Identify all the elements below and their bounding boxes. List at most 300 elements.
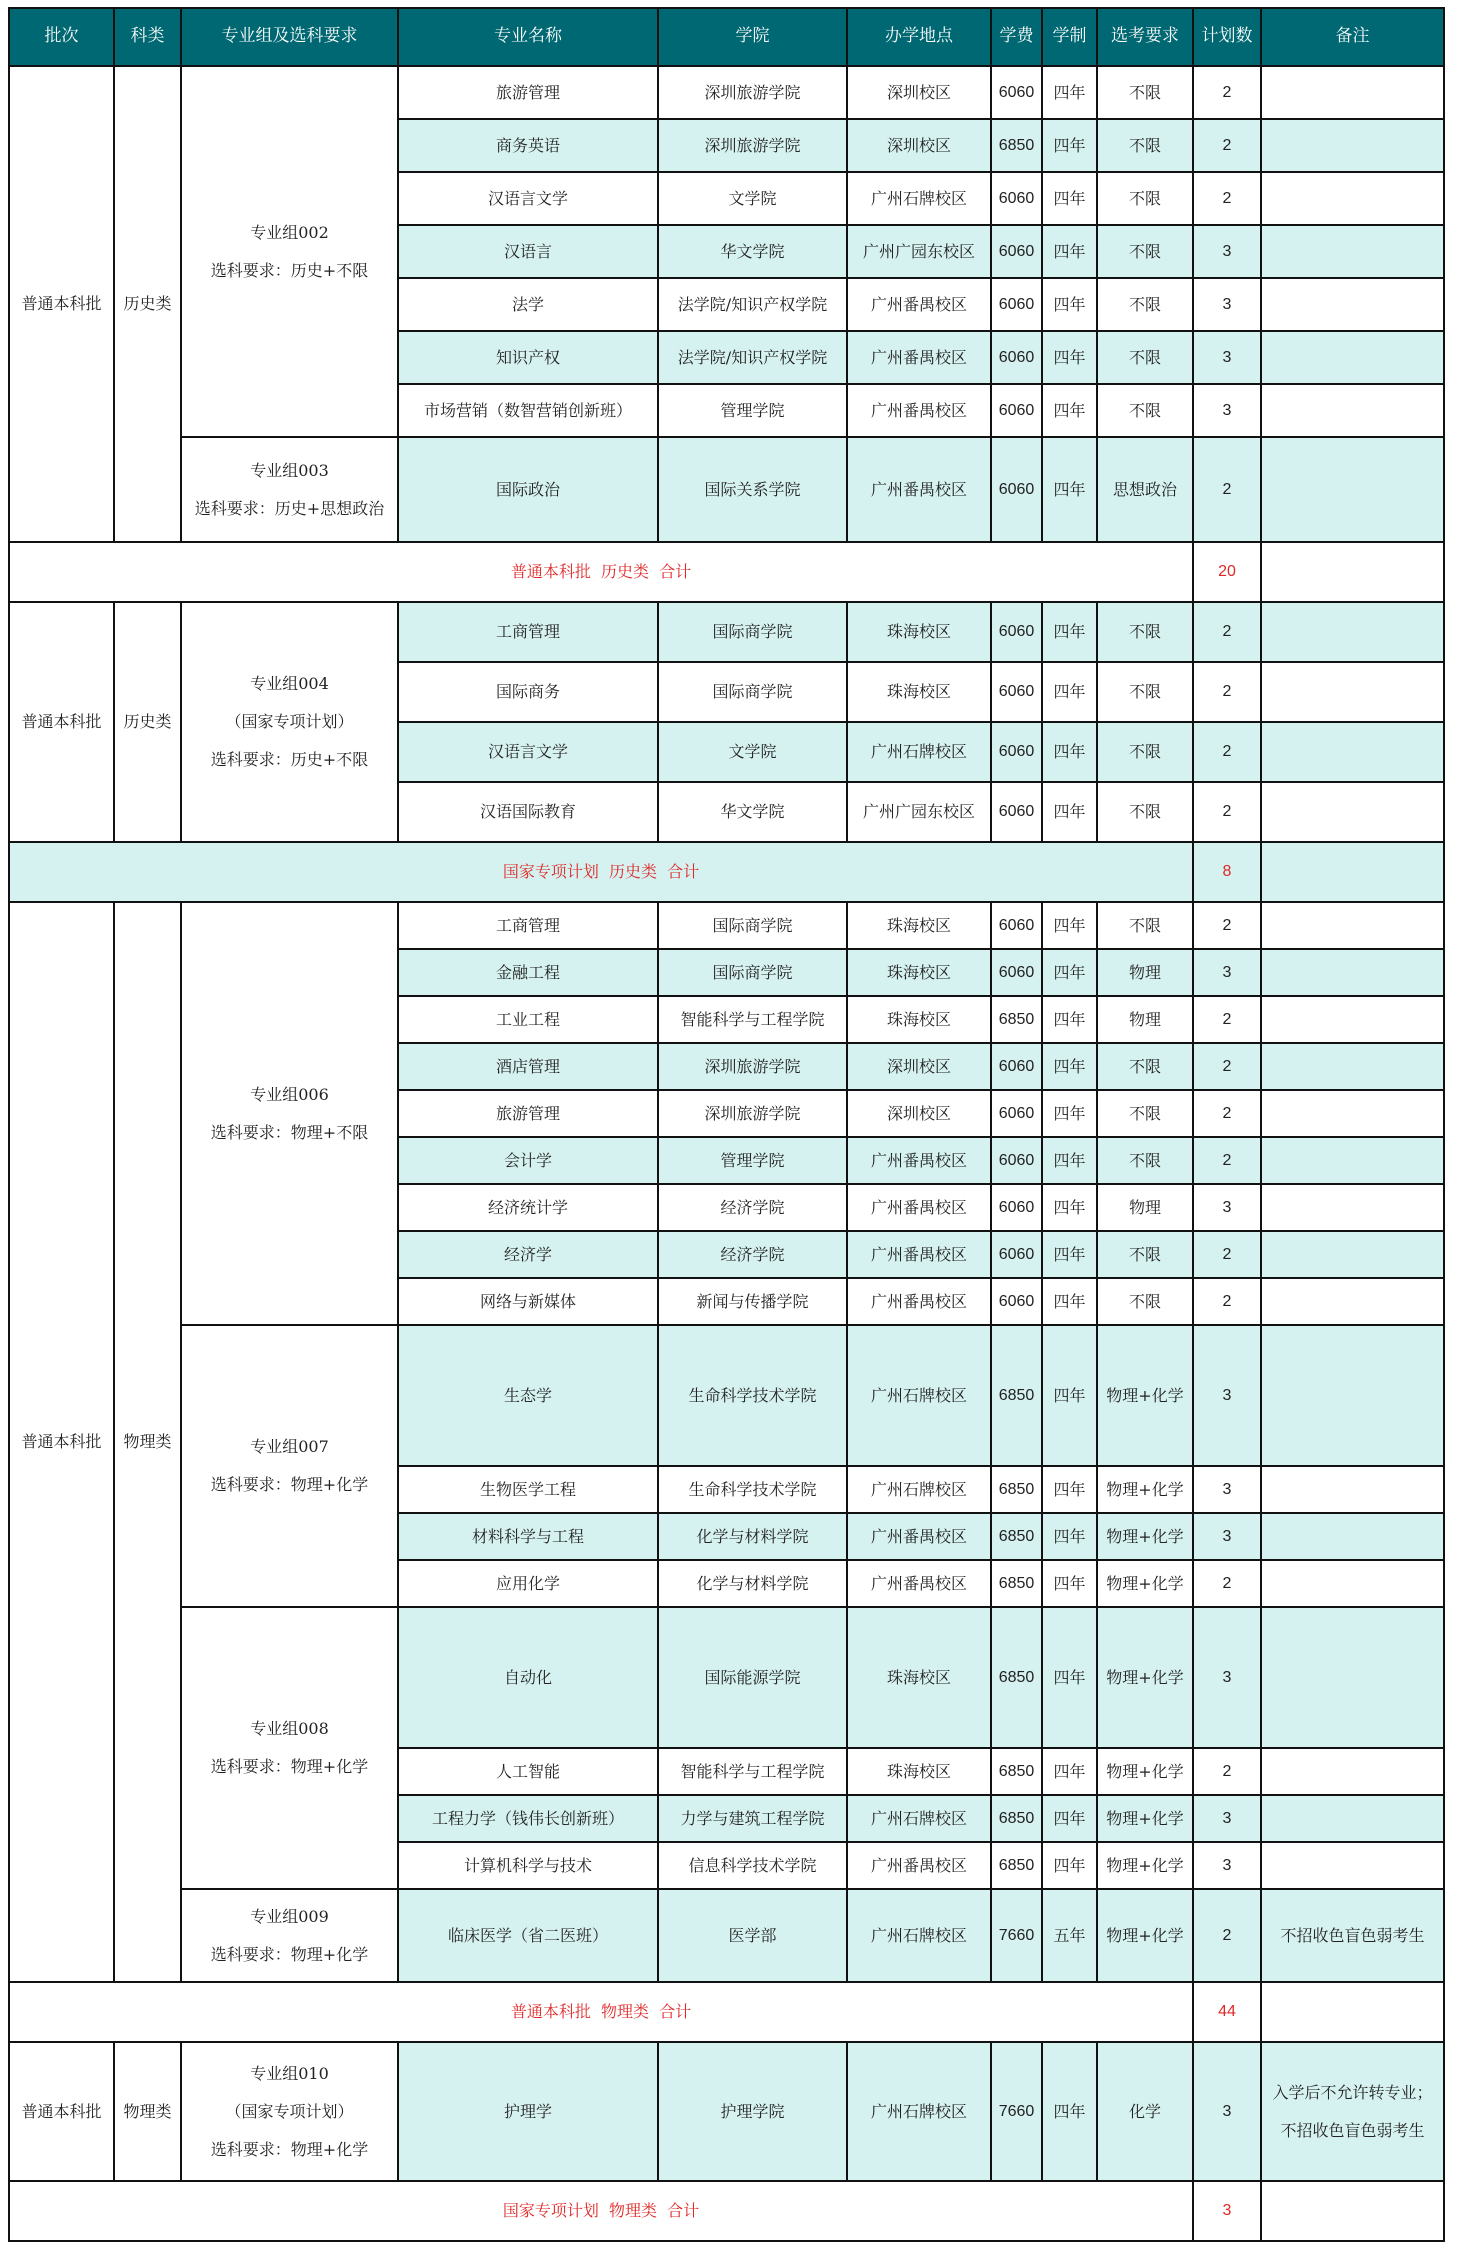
table-row [9,902,1444,949]
group-line: 选科要求：历史+不限 [210,750,369,769]
years-cell: 四年 [1042,1607,1097,1748]
years-cell: 四年 [1042,782,1097,842]
plan-count-cell: 2 [1193,1278,1261,1325]
requirement-cell: 不限 [1097,384,1193,437]
college-cell: 医学部 [658,1889,847,1982]
plan-count-cell: 2 [1193,662,1261,722]
fee-cell: 6060 [991,1137,1042,1184]
subtotal-value: 8 [1193,842,1261,902]
group-cell [181,2042,398,2181]
note-cell [1261,1231,1444,1278]
batch-cell: 普通本科批 [9,902,114,1982]
subtotal-note [1261,1982,1444,2042]
fee-cell: 6850 [991,1560,1042,1607]
note-cell [1261,782,1444,842]
major-cell: 汉语言 [398,225,658,278]
years-cell: 四年 [1042,1231,1097,1278]
fee-cell: 6060 [991,1090,1042,1137]
plan-count-cell: 2 [1193,66,1261,119]
group-cell [181,1325,398,1607]
years-cell: 四年 [1042,1184,1097,1231]
plan-count-cell: 2 [1193,722,1261,782]
plan-count-cell: 3 [1193,2042,1261,2181]
years-cell: 四年 [1042,1325,1097,1466]
plan-count-cell: 3 [1193,949,1261,996]
subtotal-row [9,2181,1444,2241]
major-cell: 应用化学 [398,1560,658,1607]
table-row [9,66,1444,119]
header-plan: 计划数 [1193,8,1261,66]
requirement-cell: 不限 [1097,782,1193,842]
subtotal-note [1261,842,1444,902]
campus-cell: 珠海校区 [847,602,991,662]
plan-count-cell: 3 [1193,331,1261,384]
requirement-cell: 不限 [1097,1090,1193,1137]
years-cell: 四年 [1042,1513,1097,1560]
requirement-cell: 不限 [1097,662,1193,722]
campus-cell: 广州番禺校区 [847,1560,991,1607]
fee-cell: 6060 [991,66,1042,119]
campus-cell: 广州番禺校区 [847,1231,991,1278]
fee-cell: 6060 [991,437,1042,542]
header-campus: 办学地点 [847,8,991,66]
years-cell: 四年 [1042,225,1097,278]
note-cell [1261,119,1444,172]
college-cell: 国际关系学院 [658,437,847,542]
note-cell [1261,1842,1444,1889]
category-cell: 历史类 [114,66,181,542]
note-cell [1261,384,1444,437]
college-cell: 智能科学与工程学院 [658,1748,847,1795]
fee-cell: 6850 [991,119,1042,172]
major-cell: 计算机科学与技术 [398,1842,658,1889]
fee-cell: 6060 [991,782,1042,842]
fee-cell: 6060 [991,602,1042,662]
requirement-cell: 不限 [1097,602,1193,662]
batch-cell: 普通本科批 [9,602,114,842]
table-row [9,1607,1444,1748]
campus-cell: 广州番禺校区 [847,331,991,384]
years-cell: 四年 [1042,662,1097,722]
college-cell: 国际商学院 [658,949,847,996]
years-cell: 四年 [1042,1842,1097,1889]
subtotal-label: 国家专项计划 历史类 合计 [9,842,1193,902]
group-line: 专业组004 [250,674,329,693]
note-cell [1261,1043,1444,1090]
note-line: 不招收色盲色弱考生 [1280,2120,1425,2140]
campus-cell: 深圳校区 [847,1090,991,1137]
campus-cell: 广州石牌校区 [847,1889,991,1982]
major-cell: 法学 [398,278,658,331]
major-cell: 护理学 [398,2042,658,2181]
group-line: 选科要求：物理+化学 [210,1475,369,1494]
group-line: 选科要求：物理+不限 [210,1122,369,1142]
major-cell: 汉语言文学 [398,172,658,225]
subtotal-label: 普通本科批 物理类 合计 [9,1982,1193,2042]
requirement-cell: 不限 [1097,1278,1193,1325]
major-cell: 汉语言文学 [398,722,658,782]
subtotal-note [1261,542,1444,602]
fee-cell: 6060 [991,1184,1042,1231]
campus-cell: 珠海校区 [847,996,991,1043]
campus-cell: 广州石牌校区 [847,722,991,782]
campus-cell: 珠海校区 [847,1748,991,1795]
fee-cell: 6850 [991,1513,1042,1560]
table-body [9,66,1444,2241]
plan-count-cell: 2 [1193,1748,1261,1795]
note-cell [1261,902,1444,949]
major-cell: 会计学 [398,1137,658,1184]
college-cell: 华文学院 [658,225,847,278]
plan-count-cell: 2 [1193,1889,1261,1982]
fee-cell: 6060 [991,1278,1042,1325]
subtotal-value: 20 [1193,542,1261,602]
requirement-cell: 不限 [1097,172,1193,225]
major-cell: 经济学 [398,1231,658,1278]
years-cell: 四年 [1042,1560,1097,1607]
years-cell: 四年 [1042,278,1097,331]
campus-cell: 广州番禺校区 [847,1184,991,1231]
group-line: 专业组003 [250,460,329,480]
college-cell: 华文学院 [658,782,847,842]
note-cell [1261,1607,1444,1748]
college-cell: 化学与材料学院 [658,1513,847,1560]
college-cell: 管理学院 [658,384,847,437]
note-cell [1261,172,1444,225]
college-cell: 智能科学与工程学院 [658,996,847,1043]
table-row [9,1889,1444,1982]
plan-count-cell: 3 [1193,1513,1261,1560]
major-cell: 材料科学与工程 [398,1513,658,1560]
years-cell: 四年 [1042,437,1097,542]
note-cell [1261,602,1444,662]
plan-count-cell: 2 [1193,902,1261,949]
requirement-cell: 不限 [1097,1137,1193,1184]
note-cell [1261,722,1444,782]
plan-count-cell: 3 [1193,1466,1261,1513]
requirement-cell: 物理+化学 [1097,1560,1193,1607]
note-cell [1261,1560,1444,1607]
table-row [9,602,1444,662]
years-cell: 四年 [1042,172,1097,225]
major-cell: 生物医学工程 [398,1466,658,1513]
subtotal-note [1261,2181,1444,2241]
fee-cell: 6060 [991,949,1042,996]
fee-cell: 6850 [991,1607,1042,1748]
college-cell: 生命科学技术学院 [658,1466,847,1513]
major-cell: 工程力学（钱伟长创新班） [398,1795,658,1842]
note-line: 入学后不允许转专业； [1272,2082,1433,2102]
group-line: 选科要求：物理+化学 [210,1944,369,1964]
college-cell: 护理学院 [658,2042,847,2181]
years-cell: 四年 [1042,1748,1097,1795]
group-line: 专业组009 [250,1906,329,1926]
campus-cell: 珠海校区 [847,662,991,722]
major-cell: 经济统计学 [398,1184,658,1231]
campus-cell: 珠海校区 [847,902,991,949]
years-cell: 四年 [1042,1795,1097,1842]
requirement-cell: 不限 [1097,225,1193,278]
years-cell: 四年 [1042,1090,1097,1137]
group-line: 专业组002 [250,222,329,242]
major-cell: 国际政治 [398,437,658,542]
group-line: 选科要求：物理+化学 [210,2139,369,2159]
requirement-cell: 不限 [1097,902,1193,949]
college-cell: 经济学院 [658,1231,847,1278]
major-cell: 金融工程 [398,949,658,996]
campus-cell: 广州番禺校区 [847,1513,991,1560]
requirement-cell: 物理+化学 [1097,1325,1193,1466]
college-cell: 文学院 [658,722,847,782]
college-cell: 管理学院 [658,1137,847,1184]
plan-count-cell: 3 [1193,1795,1261,1842]
campus-cell: 广州番禺校区 [847,384,991,437]
plan-count-cell: 2 [1193,1560,1261,1607]
fee-cell: 6060 [991,1043,1042,1090]
header-note: 备注 [1261,8,1444,66]
college-cell: 新闻与传播学院 [658,1278,847,1325]
plan-count-cell: 2 [1193,437,1261,542]
college-cell: 信息科学技术学院 [658,1842,847,1889]
note-cell [1261,1137,1444,1184]
major-cell: 国际商务 [398,662,658,722]
college-cell: 国际商学院 [658,902,847,949]
header-college: 学院 [658,8,847,66]
group-cell [181,602,398,842]
note-cell [1261,331,1444,384]
batch-cell: 普通本科批 [9,2042,114,2181]
group-cell [181,902,398,1325]
college-cell: 文学院 [658,172,847,225]
campus-cell: 广州番禺校区 [847,437,991,542]
campus-cell: 广州广园东校区 [847,225,991,278]
campus-cell: 珠海校区 [847,1607,991,1748]
campus-cell: 珠海校区 [847,949,991,996]
years-cell: 四年 [1042,119,1097,172]
years-cell: 四年 [1042,602,1097,662]
header-row [9,8,1444,66]
note-cell [1261,225,1444,278]
group-cell [181,66,398,437]
group-line: 专业组010 [250,2063,329,2083]
fee-cell: 6060 [991,172,1042,225]
major-cell: 旅游管理 [398,66,658,119]
note-cell [1261,1184,1444,1231]
fee-cell: 6060 [991,662,1042,722]
years-cell: 四年 [1042,1466,1097,1513]
fee-cell: 6850 [991,996,1042,1043]
requirement-cell: 物理 [1097,996,1193,1043]
subtotal-label: 普通本科批 历史类 合计 [9,542,1193,602]
table-row [9,1325,1444,1466]
group-cell [181,1889,398,1982]
plan-count-cell: 3 [1193,278,1261,331]
fee-cell: 6850 [991,1466,1042,1513]
group-line: 专业组006 [250,1084,329,1104]
college-cell: 法学院/知识产权学院 [658,278,847,331]
fee-cell: 6060 [991,902,1042,949]
fee-cell: 6850 [991,1325,1042,1466]
years-cell: 四年 [1042,384,1097,437]
major-cell: 人工智能 [398,1748,658,1795]
years-cell: 五年 [1042,1889,1097,1982]
plan-count-cell: 2 [1193,996,1261,1043]
requirement-cell: 思想政治 [1097,437,1193,542]
campus-cell: 深圳校区 [847,66,991,119]
note-cell [1261,2042,1444,2181]
college-cell: 国际商学院 [658,602,847,662]
subtotal-value: 44 [1193,1982,1261,2042]
fee-cell: 6060 [991,225,1042,278]
years-cell: 四年 [1042,331,1097,384]
note-cell [1261,662,1444,722]
subtotal-row [9,542,1444,602]
requirement-cell: 化学 [1097,2042,1193,2181]
subtotal-label: 国家专项计划 物理类 合计 [9,2181,1193,2241]
campus-cell: 深圳校区 [847,119,991,172]
group-line: （国家专项计划） [225,712,354,731]
note-cell [1261,1748,1444,1795]
major-cell: 知识产权 [398,331,658,384]
group-line: 专业组007 [250,1437,329,1456]
plan-count-cell: 3 [1193,1607,1261,1748]
fee-cell: 6850 [991,1748,1042,1795]
requirement-cell: 物理+化学 [1097,1795,1193,1842]
years-cell: 四年 [1042,722,1097,782]
requirement-cell: 不限 [1097,119,1193,172]
plan-count-cell: 3 [1193,1842,1261,1889]
major-cell: 工商管理 [398,902,658,949]
campus-cell: 广州番禺校区 [847,1278,991,1325]
fee-cell: 6060 [991,384,1042,437]
plan-count-cell: 2 [1193,119,1261,172]
requirement-cell: 物理+化学 [1097,1513,1193,1560]
requirement-cell: 物理+化学 [1097,1466,1193,1513]
plan-count-cell: 2 [1193,1231,1261,1278]
campus-cell: 广州石牌校区 [847,1795,991,1842]
campus-cell: 广州石牌校区 [847,2042,991,2181]
years-cell: 四年 [1042,1278,1097,1325]
campus-cell: 广州番禺校区 [847,1842,991,1889]
note-cell [1261,278,1444,331]
college-cell: 国际能源学院 [658,1607,847,1748]
category-cell: 历史类 [114,602,181,842]
years-cell: 四年 [1042,2042,1097,2181]
note-cell [1261,1325,1444,1466]
requirement-cell: 物理+化学 [1097,1842,1193,1889]
group-line: 选科要求：历史+不限 [210,260,369,280]
plan-count-cell: 2 [1193,1043,1261,1090]
note-cell [1261,66,1444,119]
note-cell [1261,1795,1444,1842]
plan-count-cell: 2 [1193,782,1261,842]
requirement-cell: 不限 [1097,278,1193,331]
header-fee: 学费 [991,8,1042,66]
major-cell: 旅游管理 [398,1090,658,1137]
campus-cell: 广州石牌校区 [847,1325,991,1466]
group-line: 专业组008 [250,1719,329,1738]
plan-count-cell: 3 [1193,1325,1261,1466]
note-cell [1261,437,1444,542]
college-cell: 化学与材料学院 [658,1560,847,1607]
major-cell: 工商管理 [398,602,658,662]
header-batch: 批次 [9,8,114,66]
subtotal-value: 3 [1193,2181,1261,2241]
plan-count-cell: 2 [1193,1137,1261,1184]
plan-count-cell: 3 [1193,1184,1261,1231]
requirement-cell: 不限 [1097,331,1193,384]
note-cell [1261,1278,1444,1325]
years-cell: 四年 [1042,1043,1097,1090]
note-cell [1261,1513,1444,1560]
table-row [9,2042,1444,2181]
header-group: 专业组及选科要求 [181,8,398,66]
major-cell: 生态学 [398,1325,658,1466]
plan-count-cell: 3 [1193,384,1261,437]
campus-cell: 广州广园东校区 [847,782,991,842]
table-row [9,437,1444,542]
major-cell: 汉语国际教育 [398,782,658,842]
years-cell: 四年 [1042,1137,1097,1184]
fee-cell: 6060 [991,722,1042,782]
plan-count-cell: 2 [1193,172,1261,225]
college-cell: 国际商学院 [658,662,847,722]
subtotal-row [9,842,1444,902]
admission-plan-table [8,7,1445,2242]
header-requirement: 选考要求 [1097,8,1193,66]
years-cell: 四年 [1042,66,1097,119]
college-cell: 深圳旅游学院 [658,66,847,119]
requirement-cell: 物理+化学 [1097,1748,1193,1795]
college-cell: 深圳旅游学院 [658,1043,847,1090]
note-cell: 不招收色盲色弱考生 [1261,1889,1444,1982]
major-cell: 临床医学（省二医班） [398,1889,658,1982]
requirement-cell: 物理+化学 [1097,1889,1193,1982]
years-cell: 四年 [1042,902,1097,949]
fee-cell: 6850 [991,1842,1042,1889]
plan-count-cell: 2 [1193,602,1261,662]
fee-cell: 6060 [991,331,1042,384]
major-cell: 酒店管理 [398,1043,658,1090]
header-years: 学制 [1042,8,1097,66]
batch-cell: 普通本科批 [9,66,114,542]
category-cell: 物理类 [114,902,181,1982]
college-cell: 力学与建筑工程学院 [658,1795,847,1842]
requirement-cell: 不限 [1097,66,1193,119]
requirement-cell: 不限 [1097,722,1193,782]
college-cell: 经济学院 [658,1184,847,1231]
major-cell: 商务英语 [398,119,658,172]
major-cell: 自动化 [398,1607,658,1748]
plan-count-cell: 2 [1193,1090,1261,1137]
years-cell: 四年 [1042,996,1097,1043]
plan-count-cell: 3 [1193,225,1261,278]
fee-cell: 6060 [991,278,1042,331]
years-cell: 四年 [1042,949,1097,996]
college-cell: 法学院/知识产权学院 [658,331,847,384]
fee-cell: 6850 [991,1795,1042,1842]
college-cell: 深圳旅游学院 [658,1090,847,1137]
note-cell [1261,1090,1444,1137]
campus-cell: 广州石牌校区 [847,172,991,225]
category-cell: 物理类 [114,2042,181,2181]
header-major: 专业名称 [398,8,658,66]
group-line: 选科要求：物理+化学 [210,1757,369,1776]
college-cell: 生命科学技术学院 [658,1325,847,1466]
requirement-cell: 物理 [1097,949,1193,996]
requirement-cell: 不限 [1097,1231,1193,1278]
campus-cell: 广州番禺校区 [847,1137,991,1184]
